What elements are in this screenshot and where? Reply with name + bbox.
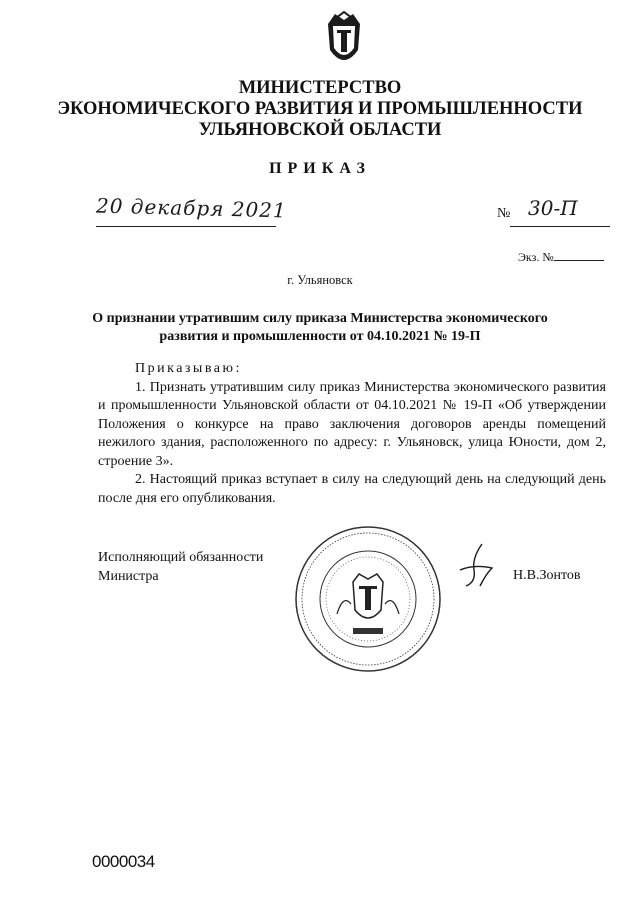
city: г. Ульяновск (287, 273, 353, 287)
registration-number: 0000034 (92, 852, 155, 871)
paragraph-1: 1. Признать утратившим силу приказ Министерства экономического развития и промышленности Ульяновской области от 04.10.2021 № 19-П «Об утверждении Положения о конкурсе на право заключения договоров аренды помещений нежилого здания, расположенного по адресу: г. Ульяновск, улица Юности, дом 2, строение 3». (98, 379, 606, 469)
signer-name: Н.В.Зонтов (513, 568, 581, 583)
coat-of-arms-emblem (325, 10, 363, 70)
handwritten-signature (452, 540, 497, 590)
handwritten-date: 20 декабря 2021 (95, 193, 287, 223)
signer-position (98, 549, 263, 586)
signer-position-line-1: Исполняющий обязанности (98, 550, 264, 565)
official-seal-stamp (293, 524, 443, 674)
signer-position-line-2: Министра (98, 568, 159, 584)
number-underline (510, 226, 610, 227)
document-body (98, 360, 606, 508)
ministry-name (0, 78, 640, 141)
order-word: Приказываю: (135, 361, 242, 376)
document-title: О признании утратившим силу приказа Министерства экономического развития и промышленности от 04.10.2021 № 19-П (92, 311, 548, 344)
copy-number-blank (554, 250, 604, 261)
ministry-line-3: УЛЬЯНОВСКОЙ ОБЛАСТИ (198, 120, 442, 140)
number-prefix: № (497, 206, 511, 221)
handwritten-order-number: 30-П (528, 196, 578, 220)
document-type-heading: ПРИКАЗ (269, 160, 371, 177)
copy-number (518, 250, 604, 265)
paragraph-2: 2. Настоящий приказ вступает в силу на следующий день на следующий день после дня его опубликования. (98, 472, 606, 506)
date-underline (96, 226, 276, 227)
copy-number-label: Экз. № (518, 250, 554, 264)
ministry-line-2: ЭКОНОМИЧЕСКОГО РАЗВИТИЯ И ПРОМЫШЛЕННОСТИ (57, 99, 583, 119)
ministry-line-1: МИНИСТЕРСТВО (238, 78, 402, 98)
